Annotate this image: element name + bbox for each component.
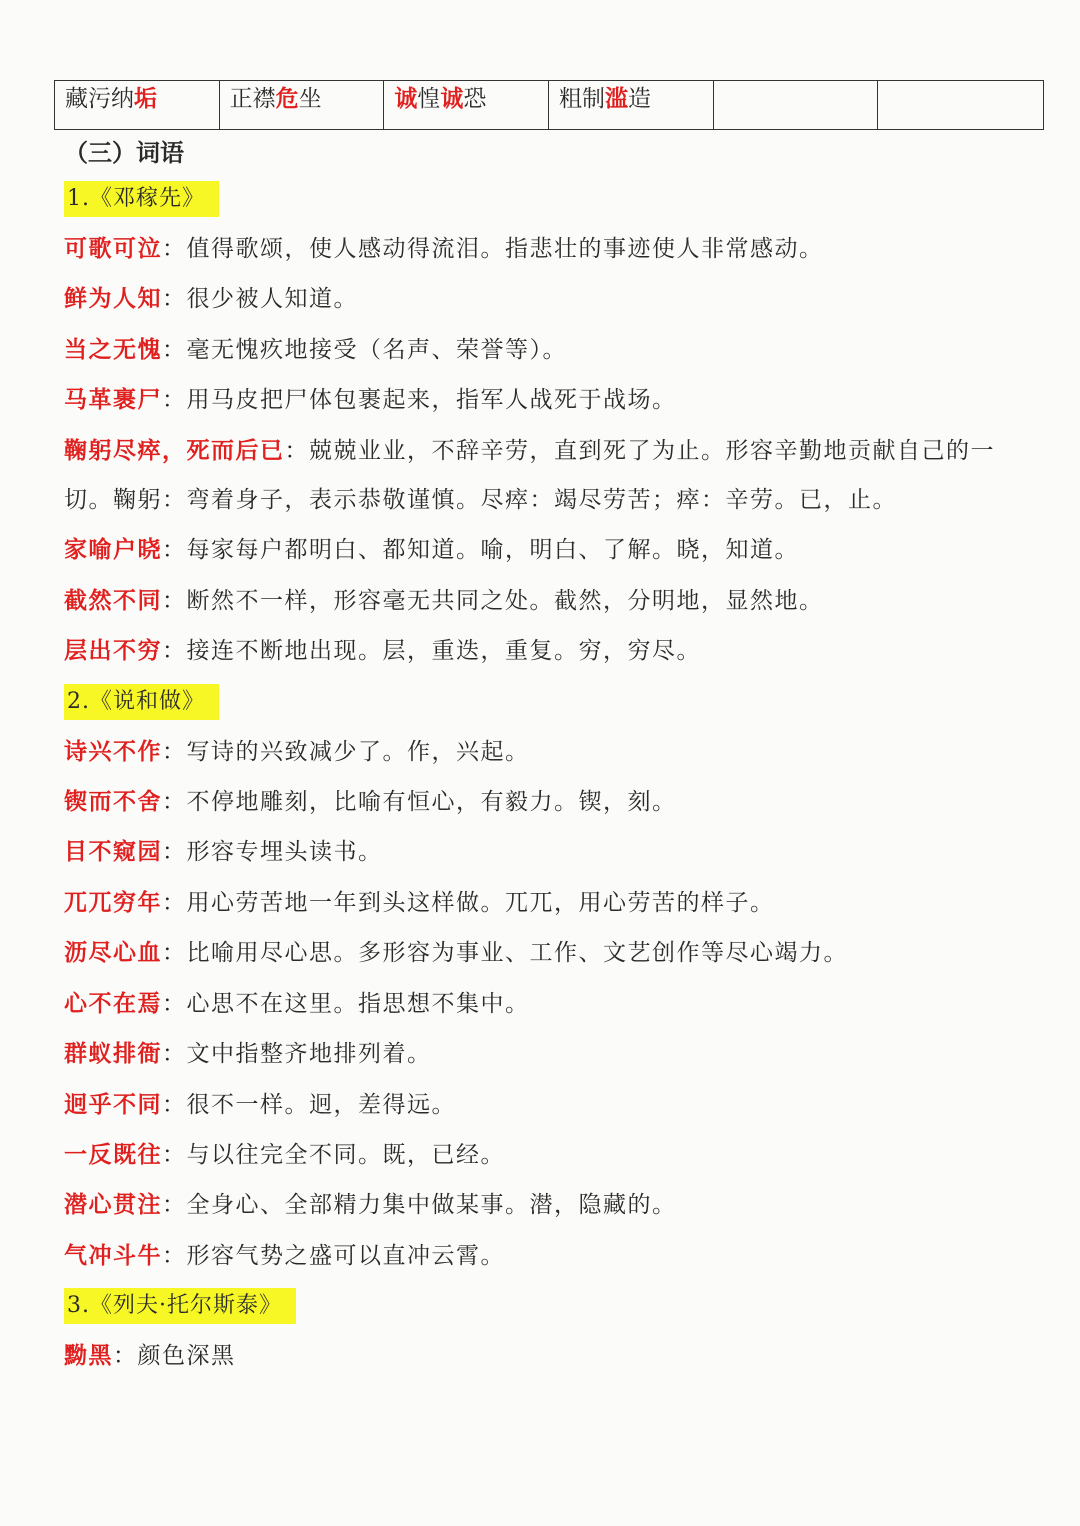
- vocab-entry: [64, 827, 1029, 877]
- vocab-entry: [64, 375, 1029, 425]
- vocab-term: 心不在焉: [64, 989, 162, 1017]
- vocab-term: 兀兀穷年: [64, 888, 162, 916]
- vocab-definition: 很不一样。迥，差得远。: [186, 1091, 456, 1118]
- lesson-title: 2.《说和做》: [64, 684, 219, 720]
- word-table: [54, 80, 1044, 130]
- vocab-entry: [64, 1180, 1029, 1230]
- vocab-term: 鲜为人知: [64, 285, 162, 313]
- vocab-definition: 每家每户都明白、都知道。喻，明白、了解。晓，知道。: [186, 537, 799, 564]
- highlighted-character: 诚: [440, 85, 464, 112]
- vocab-definition: 写诗的兴致减少了。作，兴起。: [186, 738, 530, 765]
- vocab-term: 迥乎不同: [64, 1090, 162, 1118]
- vocab-definition: 断然不一样，形容毫无共同之处。截然，分明地，显然地。: [186, 587, 824, 614]
- colon: ：: [162, 286, 187, 313]
- vocab-definition: 兢兢业业，不辞辛劳，直到死了为止。形容辛勤地贡献自己的一切。鞠躬：弯着身子，表示恭敬谨慎。尽瘁：竭尽劳苦；瘁：辛劳。已，止。: [64, 437, 995, 514]
- vocab-term: 目不窥园: [64, 838, 162, 866]
- vocab-term: 沥尽心血: [64, 939, 162, 967]
- vocab-entry: [64, 426, 1029, 526]
- section-heading: （三）词语: [64, 138, 184, 167]
- vocab-definition: 与以往完全不同。既，已经。: [186, 1141, 505, 1168]
- colon: ：: [162, 1041, 187, 1068]
- word-text: 粗制: [559, 86, 605, 112]
- word-text: 造: [628, 86, 651, 112]
- word-text: 恐: [463, 86, 487, 112]
- vocab-definition: 毫无愧疚地接受（名声、荣誉等）。: [186, 336, 567, 363]
- colon: ：: [162, 537, 187, 564]
- colon: ：: [162, 638, 187, 665]
- vocab-definition: 文中指整齐地排列着。: [186, 1041, 432, 1068]
- colon: ：: [162, 1141, 187, 1168]
- vocab-entry: [64, 274, 1029, 324]
- vocab-term: 当之无愧: [64, 335, 162, 363]
- vocab-definition: 形容专埋头读书。: [186, 839, 383, 866]
- vocab-term: 一反既往: [64, 1140, 162, 1168]
- vocab-term: 气冲斗牛: [64, 1241, 162, 1269]
- colon: ：: [162, 1192, 187, 1219]
- highlighted-character: 危: [275, 85, 299, 112]
- table-cell: [220, 81, 385, 129]
- word-text: 坐: [298, 86, 322, 112]
- vocab-definition: 颜色深黑: [137, 1343, 236, 1370]
- colon: ：: [162, 990, 187, 1017]
- colon: ：: [162, 236, 187, 262]
- table-cell: [549, 81, 714, 129]
- colon: ：: [113, 1343, 138, 1370]
- vocab-entry: [64, 525, 1029, 575]
- vocab-entry: [64, 626, 1029, 676]
- vocab-definition: 心思不在这里。指思想不集中。: [186, 990, 530, 1017]
- vocab-term: 可歌可泣: [64, 235, 162, 262]
- vocab-entry: [64, 1130, 1029, 1180]
- vocab-term: 锲而不舍: [64, 788, 162, 816]
- table-cell: [384, 81, 549, 129]
- highlighted-character: 诚: [394, 85, 418, 112]
- vocab-term: 层出不穷: [64, 637, 162, 665]
- vocab-term: 截然不同: [64, 586, 162, 614]
- vocab-term: 诗兴不作: [64, 737, 162, 765]
- vocab-term: 马革裹尸: [64, 386, 162, 414]
- vocab-definition: 用马皮把尸体包裹起来，指军人战死于战场。: [186, 387, 677, 414]
- table-cell: [714, 81, 879, 129]
- word-text: 惶: [417, 86, 441, 112]
- vocab-definition: 值得歌颂，使人感动得流泪。指悲壮的事迹使人非常感动。: [186, 236, 824, 262]
- vocab-entry: [64, 1029, 1029, 1079]
- vocab-term: 家喻户晓: [64, 536, 162, 564]
- colon: ：: [162, 789, 187, 816]
- highlighted-character: 滥: [605, 85, 628, 112]
- colon: ：: [162, 387, 187, 414]
- vocabulary-content: [64, 174, 1029, 1382]
- colon: ：: [162, 940, 187, 967]
- colon: ：: [162, 1091, 187, 1118]
- vocab-entry: [64, 878, 1029, 928]
- vocab-definition: 形容气势之盛可以直冲云霄。: [186, 1242, 505, 1269]
- vocab-definition: 比喻用尽心思。多形容为事业、工作、文艺创作等尽心竭力。: [186, 940, 848, 967]
- colon: ：: [162, 336, 187, 363]
- highlighted-character: 垢: [134, 85, 157, 112]
- vocab-term: 鞠躬尽瘁，死而后已: [64, 436, 285, 464]
- vocab-entry: [64, 727, 1029, 777]
- table-cell: [55, 81, 220, 129]
- vocab-definition: 接连不断地出现。层，重迭，重复。穷，穷尽。: [186, 638, 701, 665]
- vocab-term: 潜心贯注: [64, 1191, 162, 1219]
- vocab-entry: [64, 979, 1029, 1029]
- word-text: 正襟: [229, 86, 276, 112]
- vocab-definition: 不停地雕刻，比喻有恒心，有毅力。锲，刻。: [186, 789, 677, 816]
- lesson-title: 1.《邓稼先》: [64, 181, 219, 217]
- colon: ：: [162, 889, 187, 916]
- colon: ：: [162, 1242, 187, 1269]
- vocab-entry: [64, 325, 1029, 375]
- vocab-entry: [64, 1231, 1029, 1281]
- vocab-entry: [64, 928, 1029, 978]
- vocab-entry: [64, 576, 1029, 626]
- vocab-entry: [64, 1080, 1029, 1130]
- vocab-entry: [64, 777, 1029, 827]
- vocab-entry: [64, 1331, 1029, 1381]
- vocab-term: 群蚁排衙: [64, 1040, 162, 1068]
- colon: ：: [162, 839, 187, 866]
- colon: ：: [284, 437, 309, 464]
- vocab-definition: 用心劳苦地一年到头这样做。兀兀，用心劳苦的样子。: [186, 889, 775, 916]
- vocab-term: 黝黑: [64, 1342, 113, 1370]
- lesson-title: 3.《列夫·托尔斯泰》: [64, 1288, 296, 1324]
- colon: ：: [162, 738, 187, 765]
- vocab-definition: 全身心、全部精力集中做某事。潜，隐藏的。: [186, 1192, 677, 1219]
- colon: ：: [162, 587, 187, 614]
- table-cell: [878, 81, 1043, 129]
- vocab-definition: 很少被人知道。: [186, 286, 358, 313]
- vocab-entry: [64, 224, 1029, 274]
- word-text: 藏污纳: [65, 86, 134, 112]
